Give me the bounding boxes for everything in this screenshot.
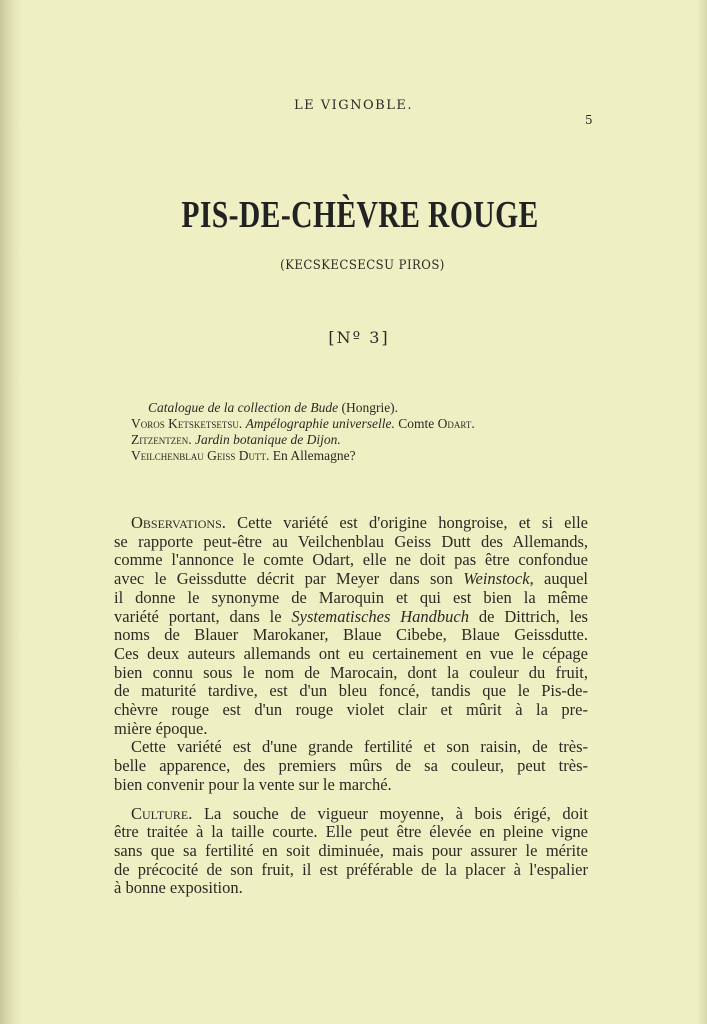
text-segment: Ampélographie universelle. bbox=[245, 416, 395, 431]
body-line bbox=[114, 682, 588, 701]
text-segment: se rapporte peut-être au Veilchenblau Geiss Dutt des Allemands, bbox=[114, 531, 588, 551]
body-line bbox=[114, 720, 588, 739]
synonym-line bbox=[131, 400, 531, 416]
text-segment: Cette variété est d'une grande fertilité et son raisin, de très- bbox=[131, 737, 588, 757]
text-segment: Culture bbox=[131, 803, 189, 823]
body-line bbox=[114, 570, 588, 589]
body-line bbox=[114, 776, 588, 795]
body-line bbox=[114, 514, 588, 533]
page-gutter-shadow bbox=[0, 0, 22, 1024]
text-segment: . bbox=[471, 416, 475, 431]
text-segment: Voros Ketsketsetsu bbox=[131, 416, 239, 431]
text-segment: de précocité de son fruit, il est préférable de la placer à l'espalier bbox=[114, 859, 588, 879]
text-segment: bien convenir pour la vente sur le marché. bbox=[114, 774, 392, 794]
text-segment: chèvre rouge est d'un rouge violet clair et mûrit à la pre- bbox=[114, 700, 588, 720]
text-segment: . Cette variété est d'origine hongroise, et si elle bbox=[221, 513, 588, 532]
body-text bbox=[114, 514, 588, 898]
body-line bbox=[114, 701, 588, 720]
body-line bbox=[114, 861, 588, 880]
text-segment: Veilchenblau Geiss Dutt bbox=[131, 448, 266, 463]
page-edge bbox=[697, 0, 707, 1024]
body-line bbox=[114, 533, 588, 552]
text-segment: de maturité tardive, est d'un bleu foncé, tandis que le Pis-de- bbox=[114, 681, 588, 701]
text-segment: . La souche de vigueur moyenne, à bois érigé, doit bbox=[188, 803, 588, 823]
text-segment: noms de Blauer Marokaner, Blaue Cibebe, Blaue Geissdutte. bbox=[114, 625, 588, 645]
text-segment: mière époque. bbox=[114, 718, 208, 738]
body-line bbox=[114, 626, 588, 645]
text-segment: à bonne exposition. bbox=[114, 878, 243, 898]
body-line bbox=[114, 738, 588, 757]
text-segment: belle apparence, des premiers mûrs de sa couleur, peut très- bbox=[114, 756, 588, 776]
text-segment: . bbox=[238, 416, 246, 431]
body-line bbox=[114, 757, 588, 776]
synonym-line bbox=[131, 448, 531, 464]
synonym-line bbox=[131, 432, 531, 448]
text-segment: variété portant, dans le bbox=[114, 606, 292, 626]
text-segment: Weinstock bbox=[463, 569, 530, 589]
text-segment: avec le Geissdutte décrit par Meyer dans son bbox=[114, 569, 464, 589]
body-line bbox=[114, 842, 588, 861]
page-number: 5 bbox=[585, 113, 593, 127]
body-line bbox=[114, 551, 588, 570]
body-line bbox=[114, 823, 588, 842]
body-line bbox=[114, 589, 588, 608]
synonyms-list bbox=[131, 400, 531, 464]
text-segment: de Dittrich, les bbox=[469, 606, 588, 626]
text-segment: comme l'annonce le comte Odart, elle ne doit pas être confondue bbox=[114, 550, 588, 570]
text-segment: , auquel bbox=[529, 569, 588, 589]
body-line bbox=[114, 608, 588, 627]
text-segment: Zitzentzen bbox=[131, 432, 189, 447]
text-segment: Odart bbox=[437, 416, 472, 431]
subtitle: (KECSKECSECSU PIROS) bbox=[280, 258, 445, 273]
body-line bbox=[114, 805, 588, 824]
text-segment: sans que sa fertilité en soit diminuée, mais pour assurer le mérite bbox=[114, 840, 588, 860]
text-segment: être traitée à la taille courte. Elle peut être élevée en pleine vigne bbox=[114, 822, 588, 842]
text-segment: . En Allemagne? bbox=[266, 448, 356, 463]
text-segment: bien connu sous le nom de Marocain, dont la couleur du fruit, bbox=[114, 662, 588, 682]
body-line bbox=[114, 664, 588, 683]
text-segment: (Hongrie). bbox=[338, 400, 399, 415]
running-head: LE VIGNOBLE. bbox=[293, 98, 413, 113]
body-line bbox=[114, 879, 588, 898]
text-segment: Systematisches Handbuch bbox=[291, 606, 469, 626]
page-title: PIS-DE-CHÈVRE ROUGE bbox=[181, 194, 539, 236]
text-segment: Jardin botanique de Dijon. bbox=[194, 432, 341, 447]
text-segment: . bbox=[188, 432, 195, 447]
text-segment: Observations bbox=[131, 513, 222, 532]
text-segment: Catalogue de la collection de Bude bbox=[148, 400, 339, 415]
text-segment: Comte bbox=[394, 416, 438, 431]
synonym-line bbox=[131, 416, 531, 432]
entry-number: [Nº 3] bbox=[328, 328, 390, 347]
body-line bbox=[114, 645, 588, 664]
text-segment: Ces deux auteurs allemands ont eu certainement en vue le cépage bbox=[114, 643, 588, 663]
text-segment: il donne le synonyme de Maroquin et qui est bien la même bbox=[114, 587, 588, 607]
